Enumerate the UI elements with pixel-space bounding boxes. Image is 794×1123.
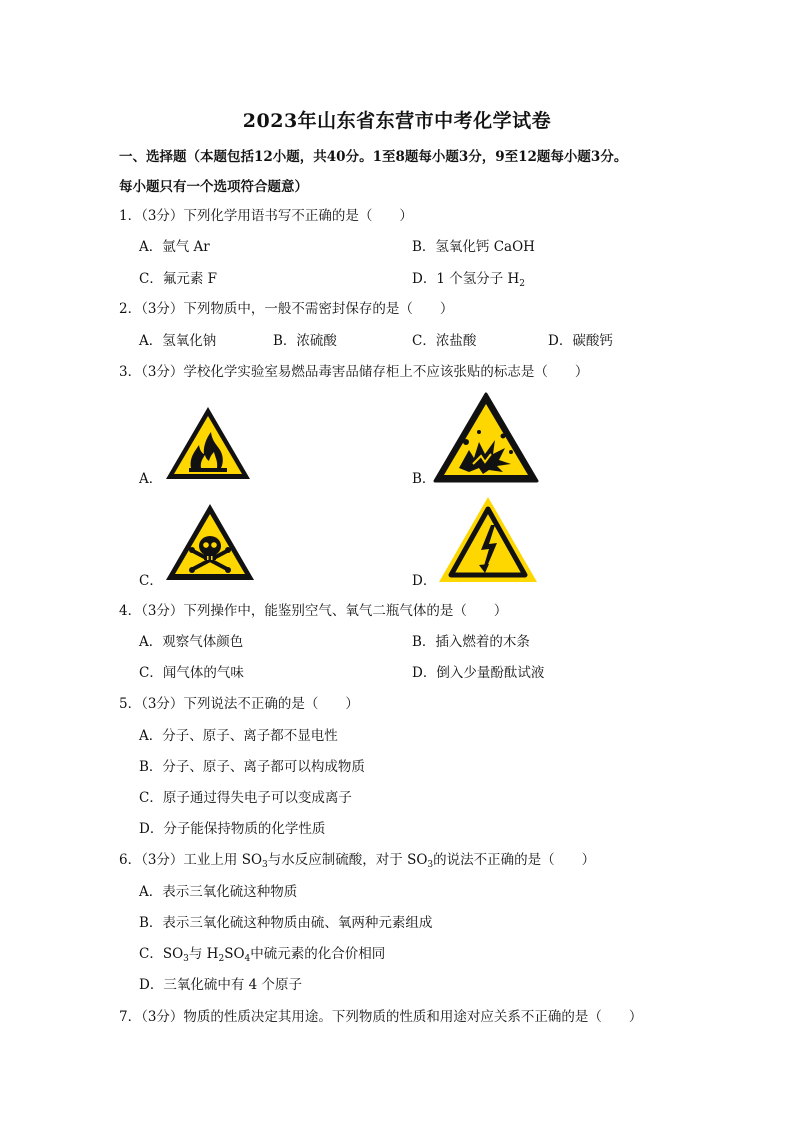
q6-option-a: A．表示三氧化硫这种物质	[139, 884, 298, 900]
q7-stem: 7．（3分）物质的性质决定其用途。下列物质的性质和用途对应关系不正确的是（ ）	[119, 1009, 643, 1025]
q1-option-c: C．氟元素 F	[139, 271, 217, 287]
q5-option-d: D．分子能保持物质的化学性质	[139, 821, 326, 837]
q2-option-a: A．氢氧化钠	[139, 333, 217, 349]
q3-option-b: B．	[412, 471, 436, 487]
q2-option-d: D．碳酸钙	[548, 333, 613, 349]
section-instruction-line1: 一、选择题（本题包括12小题，共40分。1至8题每小题3分，9至12题每小题3分。	[119, 149, 628, 165]
skull-crossbones-warning-icon	[163, 501, 257, 583]
q1-stem: 1．（3分）下列化学用语书写不正确的是（ ）	[119, 208, 413, 224]
q1-option-a: A．氩气 Ar	[139, 239, 210, 255]
q5-stem: 5．（3分）下列说法不正确的是（ ）	[119, 696, 359, 712]
q2-option-c: C．浓盐酸	[412, 333, 477, 349]
q4-stem: 4．（3分）下列操作中，能鉴别空气、氧气二瓶气体的是（ ）	[119, 603, 508, 619]
q3-option-d: D．	[412, 573, 437, 589]
q1-option-b: B．氢氧化钙 CaOH	[412, 239, 535, 255]
q4-option-d: D．倒入少量酚酞试液	[412, 665, 545, 681]
q3-option-c: C．	[139, 573, 163, 589]
q2-stem: 2．（3分）下列物质中，一般不需密封保存的是（ ）	[119, 301, 454, 317]
q6-option-b: B．表示三氧化硫这种物质由硫、氧两种元素组成	[139, 915, 433, 931]
section-instruction-line2: 每小题只有一个选项符合题意）	[119, 179, 308, 195]
q4-option-c: C．闻气体的气味	[139, 665, 244, 681]
high-voltage-warning-icon	[437, 495, 539, 585]
q4-option-a: A．观察气体颜色	[139, 634, 244, 650]
q6-stem: 6．（3分）工业上用 $SO_3$与水反应制硫酸，对于 $SO_3$的说法不正确的是（ ）	[119, 852, 596, 870]
q3-stem: 3．（3分）学校化学实验室易燃品毒害品储存柜上不应该张贴的标志是（ ）	[119, 364, 589, 380]
q5-option-c: C．原子通过得失电子可以变成离子	[139, 790, 352, 806]
q3-option-a: A．	[139, 471, 163, 487]
q1-option-d: D．1 个氢分子 $H_2$	[412, 271, 526, 289]
q5-option-a: A．分子、原子、离子都不显电性	[139, 728, 338, 744]
q6-option-c: C．$SO_3$与 $H_2SO_4$中硫元素的化合价相同	[139, 946, 386, 964]
explosion-warning-icon	[433, 392, 539, 484]
flame-warning-icon	[163, 404, 253, 482]
q4-option-b: B．插入燃着的木条	[412, 634, 530, 650]
q6-option-d: D．三氧化硫中有 4 个原子	[139, 977, 302, 993]
exam-title: 2023年山东省东营市中考化学试卷	[242, 110, 552, 132]
q5-option-b: B．分子、原子、离子都可以构成物质	[139, 759, 365, 775]
q2-option-b: B．浓硫酸	[273, 333, 337, 349]
